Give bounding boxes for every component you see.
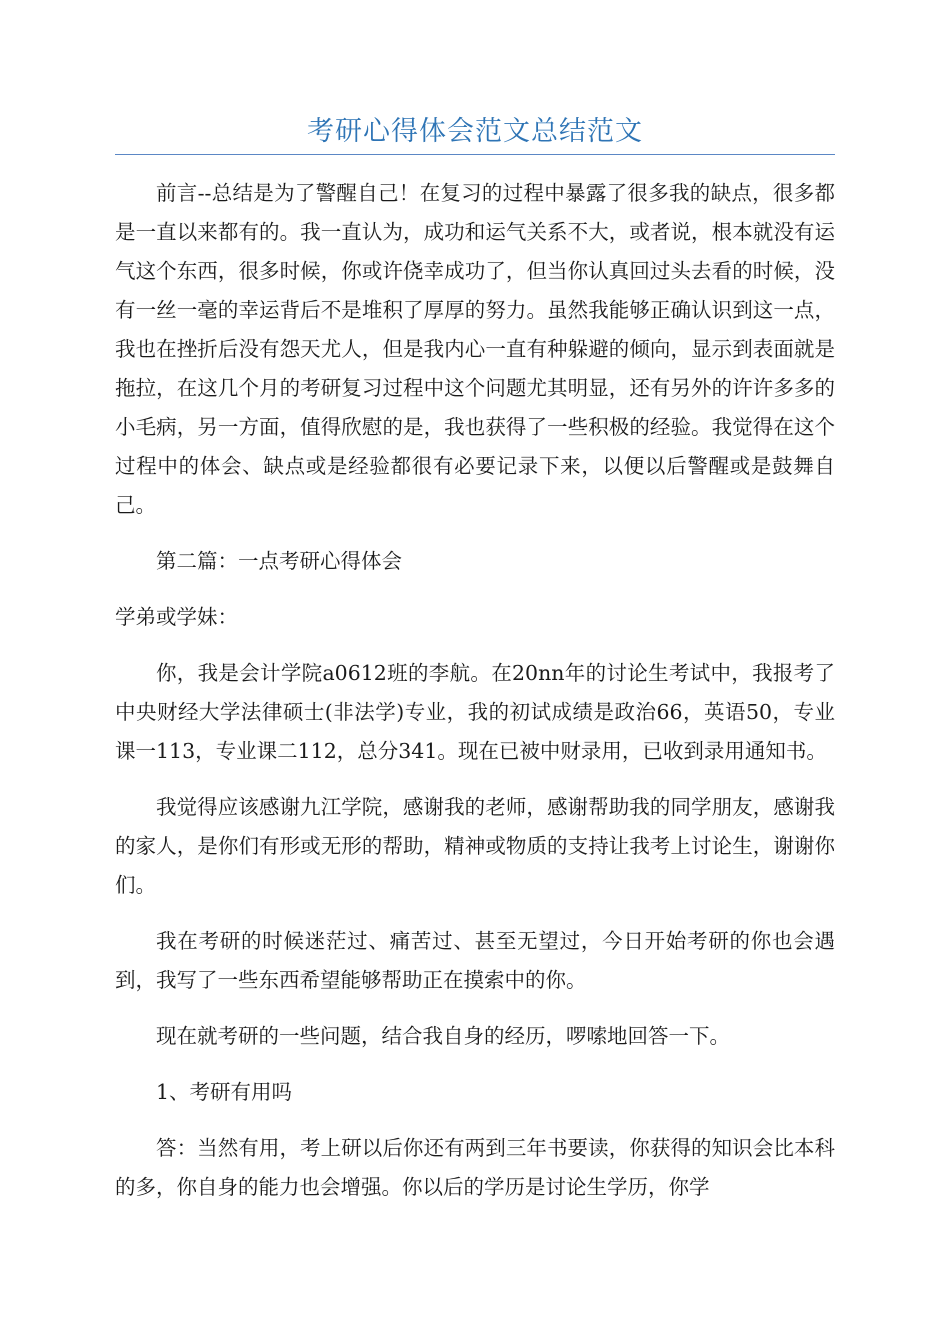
paragraph-question-heading: 1、考研有用吗 (156, 1080, 293, 1104)
paragraph-experience: 我在考研的时候迷茫过、痛苦过、甚至无望过，今日开始考研的你也会遇到，我写了一些东西希望能够帮助正在摸索中的你。 (115, 929, 835, 992)
document-body (115, 174, 835, 1224)
paragraph-salutation: 学弟或学妹： (115, 605, 238, 629)
paragraph-thanks: 我觉得应该感谢九江学院，感谢我的老师，感谢帮助我的同学朋友，感谢我的家人，是你们有形或无形的帮助，精神或物质的支持让我考上讨论生，谢谢你们。 (115, 795, 835, 897)
paragraph-introduction: 你，我是会计学院a0612班的李航。在20nn年的讨论生考试中，我报考了中央财经大学法律硕士(非法学)专业，我的初试成绩是政治66，英语50，专业课一113，专业课二112，总分341。现在已被中财录用，已收到录用通知书。 (115, 661, 835, 763)
document-title: 考研心得体会范文总结范文 (307, 116, 643, 147)
paragraph-section-heading: 第二篇：一点考研心得体会 (156, 549, 402, 573)
paragraph-purpose: 现在就考研的一些问题，结合我自身的经历，啰嗦地回答一下。 (156, 1024, 730, 1048)
title-underline (115, 154, 835, 155)
paragraph-preface: 前言--总结是为了警醒自己！在复习的过程中暴露了很多我的缺点，很多都是一直以来都有的。我一直认为，成功和运气关系不大，或者说，根本就没有运气这个东西，很多时候，你或许侥幸成功了，但当你认真回过头去看的时候，没有一丝一毫的幸运背后不是堆积了厚厚的努力。虽然我能够正确认识到这一点，我也在挫折后没有怨天尤人，但是我内心一直有种躲避的倾向，显示到表面就是拖拉，在这几个月的考研复习过程中这个问题尤其明显，还有另外的许许多多的小毛病，另一方面，值得欣慰的是，我也获得了一些积极的经验。我觉得在这个过程中的体会、缺点或是经验都很有必要记录下来，以便以后警醒或是鼓舞自己。 (115, 181, 835, 517)
paragraph-answer: 答：当然有用，考上研以后你还有两到三年书要读，你获得的知识会比本科的多，你自身的能力也会增强。你以后的学历是讨论生学历，你学 (115, 1136, 835, 1199)
